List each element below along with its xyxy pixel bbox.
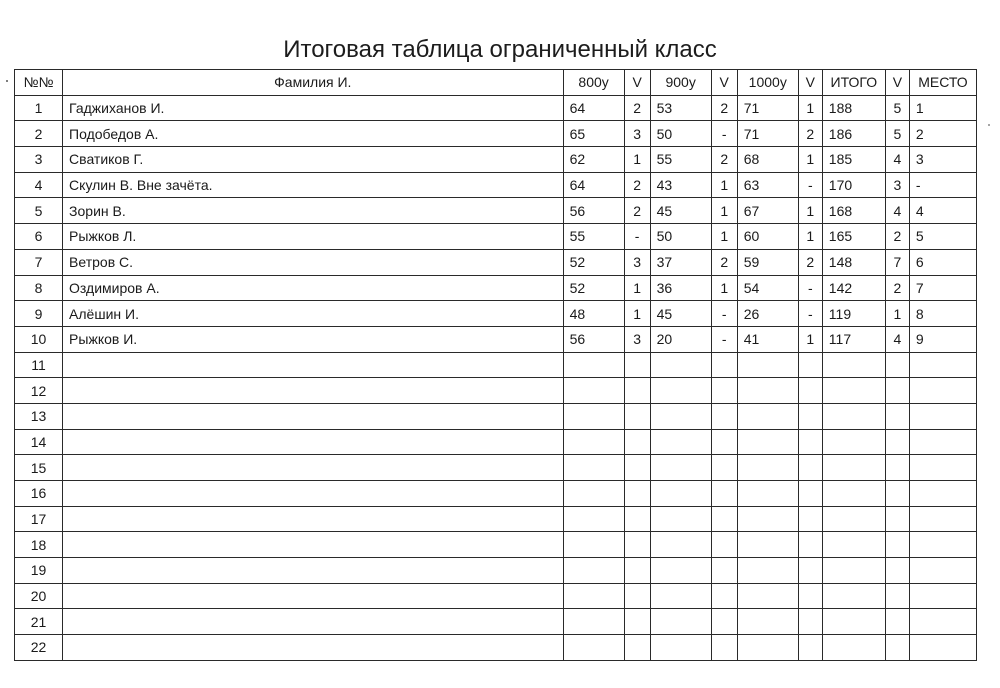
participant-name-cell <box>63 429 564 455</box>
score-1000y-cell: 63 <box>737 172 798 198</box>
participant-name-cell <box>63 352 564 378</box>
v-total-cell <box>885 583 909 609</box>
v-800y-cell <box>624 583 650 609</box>
v-900y-cell: - <box>711 121 737 147</box>
v-800y-cell <box>624 506 650 532</box>
score-total-cell: 165 <box>822 224 885 250</box>
v-900y-cell: 1 <box>711 275 737 301</box>
v-1000y-cell <box>798 455 822 481</box>
table-row <box>15 121 977 147</box>
score-900y-cell: 45 <box>650 301 711 327</box>
v-800y-cell: 3 <box>624 326 650 352</box>
score-800y-cell <box>563 558 624 584</box>
place-cell <box>909 378 976 404</box>
v-total-cell <box>885 558 909 584</box>
table-row <box>15 481 977 507</box>
row-number-cell: 18 <box>15 532 63 558</box>
table-row <box>15 249 977 275</box>
participant-name-cell: Рыжков Л. <box>63 224 564 250</box>
table-row <box>15 429 977 455</box>
v-800y-cell: 1 <box>624 275 650 301</box>
row-number-cell: 12 <box>15 378 63 404</box>
score-total-cell <box>822 455 885 481</box>
v-800y-cell: 2 <box>624 172 650 198</box>
score-total-cell <box>822 635 885 661</box>
header-900y: 900y <box>650 70 711 96</box>
header-number: №№ <box>15 70 63 96</box>
score-800y-cell <box>563 429 624 455</box>
score-total-cell: 185 <box>822 147 885 173</box>
participant-name-cell: Оздимиров А. <box>63 275 564 301</box>
results-table <box>14 69 977 661</box>
score-800y-cell: 65 <box>563 121 624 147</box>
row-number-cell: 17 <box>15 506 63 532</box>
score-1000y-cell <box>737 558 798 584</box>
score-800y-cell <box>563 583 624 609</box>
row-number-cell: 4 <box>15 172 63 198</box>
v-900y-cell: 1 <box>711 224 737 250</box>
participant-name-cell: Гаджиханов И. <box>63 95 564 121</box>
participant-name-cell: Ветров С. <box>63 249 564 275</box>
v-total-cell: 5 <box>885 121 909 147</box>
page-title: Итоговая таблица ограниченный класс <box>283 36 717 64</box>
score-1000y-cell: 60 <box>737 224 798 250</box>
row-number-cell: 5 <box>15 198 63 224</box>
v-1000y-cell <box>798 635 822 661</box>
table-row <box>15 378 977 404</box>
score-900y-cell: 37 <box>650 249 711 275</box>
score-800y-cell <box>563 609 624 635</box>
v-1000y-cell: - <box>798 275 822 301</box>
row-number-cell: 11 <box>15 352 63 378</box>
row-number-cell: 20 <box>15 583 63 609</box>
score-900y-cell: 50 <box>650 121 711 147</box>
v-900y-cell <box>711 403 737 429</box>
row-number-cell: 9 <box>15 301 63 327</box>
score-800y-cell <box>563 403 624 429</box>
place-cell <box>909 506 976 532</box>
v-900y-cell: - <box>711 301 737 327</box>
v-900y-cell: 2 <box>711 147 737 173</box>
v-800y-cell <box>624 455 650 481</box>
score-800y-cell: 48 <box>563 301 624 327</box>
score-800y-cell <box>563 352 624 378</box>
header-1000y: 1000y <box>737 70 798 96</box>
score-1000y-cell <box>737 481 798 507</box>
score-900y-cell: 50 <box>650 224 711 250</box>
participant-name-cell: Подобедов А. <box>63 121 564 147</box>
score-total-cell <box>822 532 885 558</box>
table-row <box>15 635 977 661</box>
place-cell: 3 <box>909 147 976 173</box>
v-800y-cell <box>624 481 650 507</box>
table-row <box>15 609 977 635</box>
score-900y-cell: 55 <box>650 147 711 173</box>
v-total-cell: 2 <box>885 275 909 301</box>
v-900y-cell <box>711 378 737 404</box>
v-total-cell <box>885 635 909 661</box>
score-900y-cell: 43 <box>650 172 711 198</box>
v-900y-cell: 2 <box>711 249 737 275</box>
score-1000y-cell <box>737 378 798 404</box>
place-cell: - <box>909 172 976 198</box>
header-800y: 800y <box>563 70 624 96</box>
score-1000y-cell: 68 <box>737 147 798 173</box>
score-1000y-cell: 71 <box>737 95 798 121</box>
v-900y-cell: - <box>711 326 737 352</box>
place-cell <box>909 635 976 661</box>
place-cell: 1 <box>909 95 976 121</box>
row-number-cell: 16 <box>15 481 63 507</box>
score-1000y-cell <box>737 455 798 481</box>
table-row <box>15 198 977 224</box>
v-1000y-cell <box>798 609 822 635</box>
participant-name-cell: Сватиков Г. <box>63 147 564 173</box>
v-total-cell: 4 <box>885 147 909 173</box>
place-cell: 7 <box>909 275 976 301</box>
place-cell <box>909 429 976 455</box>
place-cell: 5 <box>909 224 976 250</box>
v-total-cell <box>885 403 909 429</box>
row-number-cell: 6 <box>15 224 63 250</box>
header-name: Фамилия И. <box>63 70 564 96</box>
v-900y-cell <box>711 609 737 635</box>
v-total-cell <box>885 532 909 558</box>
table-row <box>15 275 977 301</box>
v-1000y-cell <box>798 403 822 429</box>
score-1000y-cell: 54 <box>737 275 798 301</box>
v-800y-cell: 1 <box>624 301 650 327</box>
v-total-cell <box>885 378 909 404</box>
v-900y-cell <box>711 352 737 378</box>
score-total-cell: 148 <box>822 249 885 275</box>
score-900y-cell <box>650 429 711 455</box>
score-1000y-cell <box>737 403 798 429</box>
participant-name-cell <box>63 635 564 661</box>
v-total-cell: 3 <box>885 172 909 198</box>
header-place: МЕСТО <box>909 70 976 96</box>
v-1000y-cell <box>798 583 822 609</box>
score-total-cell <box>822 403 885 429</box>
v-800y-cell <box>624 403 650 429</box>
place-cell: 8 <box>909 301 976 327</box>
score-800y-cell: 62 <box>563 147 624 173</box>
participant-name-cell <box>63 481 564 507</box>
row-number-cell: 15 <box>15 455 63 481</box>
participant-name-cell <box>63 558 564 584</box>
score-1000y-cell: 26 <box>737 301 798 327</box>
score-total-cell: 186 <box>822 121 885 147</box>
place-cell <box>909 609 976 635</box>
header-v-800: V <box>624 70 650 96</box>
table-row <box>15 147 977 173</box>
participant-name-cell <box>63 532 564 558</box>
score-total-cell: 117 <box>822 326 885 352</box>
table-row <box>15 95 977 121</box>
score-total-cell: 142 <box>822 275 885 301</box>
v-900y-cell <box>711 506 737 532</box>
v-1000y-cell: 2 <box>798 249 822 275</box>
participant-name-cell: Рыжков И. <box>63 326 564 352</box>
v-900y-cell <box>711 583 737 609</box>
v-1000y-cell <box>798 532 822 558</box>
v-total-cell: 7 <box>885 249 909 275</box>
score-900y-cell <box>650 403 711 429</box>
score-1000y-cell <box>737 506 798 532</box>
table-row <box>15 224 977 250</box>
score-total-cell: 168 <box>822 198 885 224</box>
v-1000y-cell: 1 <box>798 198 822 224</box>
v-800y-cell: - <box>624 224 650 250</box>
v-total-cell: 4 <box>885 198 909 224</box>
place-cell <box>909 455 976 481</box>
v-1000y-cell: 1 <box>798 224 822 250</box>
score-800y-cell: 55 <box>563 224 624 250</box>
v-1000y-cell: 1 <box>798 326 822 352</box>
scan-speck <box>6 80 8 82</box>
table-row <box>15 558 977 584</box>
place-cell <box>909 558 976 584</box>
score-800y-cell <box>563 635 624 661</box>
participant-name-cell: Алёшин И. <box>63 301 564 327</box>
v-900y-cell <box>711 532 737 558</box>
score-1000y-cell <box>737 352 798 378</box>
score-total-cell <box>822 583 885 609</box>
v-800y-cell: 2 <box>624 95 650 121</box>
participant-name-cell <box>63 378 564 404</box>
v-1000y-cell: 1 <box>798 147 822 173</box>
table-row <box>15 352 977 378</box>
score-800y-cell <box>563 532 624 558</box>
v-1000y-cell: 2 <box>798 121 822 147</box>
score-1000y-cell <box>737 583 798 609</box>
place-cell: 9 <box>909 326 976 352</box>
score-800y-cell: 52 <box>563 275 624 301</box>
v-800y-cell <box>624 635 650 661</box>
place-cell: 4 <box>909 198 976 224</box>
score-900y-cell <box>650 609 711 635</box>
row-number-cell: 7 <box>15 249 63 275</box>
participant-name-cell <box>63 403 564 429</box>
header-v-1000: V <box>798 70 822 96</box>
v-total-cell <box>885 481 909 507</box>
participant-name-cell <box>63 506 564 532</box>
score-800y-cell: 64 <box>563 172 624 198</box>
score-total-cell: 188 <box>822 95 885 121</box>
score-900y-cell <box>650 481 711 507</box>
v-900y-cell <box>711 455 737 481</box>
score-total-cell <box>822 609 885 635</box>
score-800y-cell: 52 <box>563 249 624 275</box>
score-total-cell <box>822 558 885 584</box>
table-row <box>15 532 977 558</box>
v-total-cell: 5 <box>885 95 909 121</box>
score-total-cell: 170 <box>822 172 885 198</box>
score-total-cell <box>822 506 885 532</box>
v-total-cell: 2 <box>885 224 909 250</box>
score-1000y-cell <box>737 609 798 635</box>
table-header-row <box>15 70 977 96</box>
v-900y-cell: 1 <box>711 172 737 198</box>
row-number-cell: 22 <box>15 635 63 661</box>
v-total-cell <box>885 506 909 532</box>
v-total-cell <box>885 455 909 481</box>
v-800y-cell <box>624 609 650 635</box>
v-800y-cell <box>624 352 650 378</box>
table-row <box>15 455 977 481</box>
score-800y-cell <box>563 506 624 532</box>
v-1000y-cell <box>798 558 822 584</box>
place-cell <box>909 583 976 609</box>
v-900y-cell <box>711 635 737 661</box>
score-900y-cell <box>650 635 711 661</box>
v-1000y-cell <box>798 429 822 455</box>
score-1000y-cell: 67 <box>737 198 798 224</box>
v-800y-cell <box>624 429 650 455</box>
participant-name-cell <box>63 609 564 635</box>
header-total: ИТОГО <box>822 70 885 96</box>
v-900y-cell <box>711 481 737 507</box>
score-total-cell <box>822 352 885 378</box>
score-total-cell: 119 <box>822 301 885 327</box>
score-1000y-cell <box>737 532 798 558</box>
score-800y-cell <box>563 455 624 481</box>
v-1000y-cell <box>798 506 822 532</box>
row-number-cell: 10 <box>15 326 63 352</box>
v-1000y-cell <box>798 378 822 404</box>
v-1000y-cell <box>798 481 822 507</box>
place-cell <box>909 481 976 507</box>
row-number-cell: 13 <box>15 403 63 429</box>
v-total-cell: 4 <box>885 326 909 352</box>
score-800y-cell: 64 <box>563 95 624 121</box>
score-900y-cell <box>650 583 711 609</box>
place-cell <box>909 403 976 429</box>
v-800y-cell <box>624 378 650 404</box>
v-800y-cell: 3 <box>624 249 650 275</box>
place-cell: 6 <box>909 249 976 275</box>
v-900y-cell: 2 <box>711 95 737 121</box>
score-800y-cell: 56 <box>563 326 624 352</box>
v-1000y-cell: - <box>798 172 822 198</box>
row-number-cell: 14 <box>15 429 63 455</box>
score-900y-cell <box>650 506 711 532</box>
score-800y-cell <box>563 378 624 404</box>
table-row <box>15 301 977 327</box>
v-total-cell <box>885 352 909 378</box>
place-cell <box>909 352 976 378</box>
row-number-cell: 2 <box>15 121 63 147</box>
table-row <box>15 583 977 609</box>
v-800y-cell <box>624 558 650 584</box>
score-900y-cell <box>650 532 711 558</box>
score-1000y-cell: 41 <box>737 326 798 352</box>
place-cell <box>909 532 976 558</box>
v-total-cell: 1 <box>885 301 909 327</box>
participant-name-cell <box>63 455 564 481</box>
row-number-cell: 19 <box>15 558 63 584</box>
v-900y-cell <box>711 429 737 455</box>
header-v-900: V <box>711 70 737 96</box>
participant-name-cell: Скулин В. Вне зачёта. <box>63 172 564 198</box>
v-900y-cell <box>711 558 737 584</box>
score-800y-cell: 56 <box>563 198 624 224</box>
v-800y-cell: 2 <box>624 198 650 224</box>
row-number-cell: 21 <box>15 609 63 635</box>
header-v-total: V <box>885 70 909 96</box>
table-row <box>15 172 977 198</box>
row-number-cell: 3 <box>15 147 63 173</box>
scan-speck <box>988 124 990 126</box>
row-number-cell: 8 <box>15 275 63 301</box>
v-900y-cell: 1 <box>711 198 737 224</box>
score-total-cell <box>822 429 885 455</box>
score-1000y-cell: 71 <box>737 121 798 147</box>
v-1000y-cell: - <box>798 301 822 327</box>
participant-name-cell: Зорин В. <box>63 198 564 224</box>
score-1000y-cell <box>737 635 798 661</box>
v-total-cell <box>885 609 909 635</box>
score-900y-cell <box>650 352 711 378</box>
v-total-cell <box>885 429 909 455</box>
v-1000y-cell: 1 <box>798 95 822 121</box>
score-900y-cell <box>650 558 711 584</box>
participant-name-cell <box>63 583 564 609</box>
score-900y-cell <box>650 378 711 404</box>
v-800y-cell: 1 <box>624 147 650 173</box>
score-1000y-cell <box>737 429 798 455</box>
table-row <box>15 506 977 532</box>
score-900y-cell <box>650 455 711 481</box>
table-row <box>15 403 977 429</box>
score-1000y-cell: 59 <box>737 249 798 275</box>
table-row <box>15 326 977 352</box>
score-total-cell <box>822 481 885 507</box>
v-800y-cell <box>624 532 650 558</box>
place-cell: 2 <box>909 121 976 147</box>
row-number-cell: 1 <box>15 95 63 121</box>
v-800y-cell: 3 <box>624 121 650 147</box>
v-1000y-cell <box>798 352 822 378</box>
score-800y-cell <box>563 481 624 507</box>
score-900y-cell: 53 <box>650 95 711 121</box>
score-900y-cell: 20 <box>650 326 711 352</box>
score-total-cell <box>822 378 885 404</box>
score-900y-cell: 36 <box>650 275 711 301</box>
score-900y-cell: 45 <box>650 198 711 224</box>
